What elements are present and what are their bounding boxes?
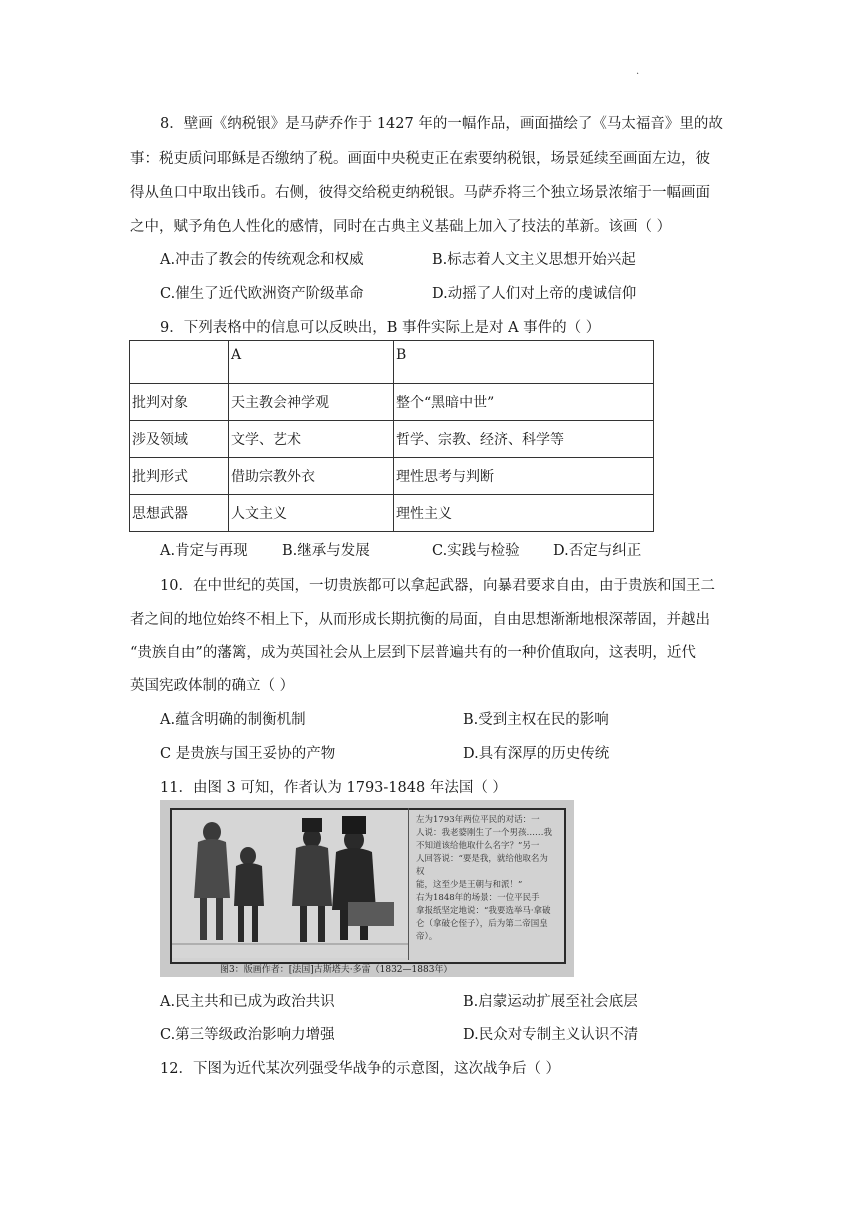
inscription-line: 仑（拿破仑侄子），后为第二帝国皇: [416, 919, 548, 929]
inscription-line: 不知道该给他取什么名字？”另一: [416, 841, 540, 851]
q9-option-d[interactable]: D.否定与纠正: [553, 543, 642, 559]
figure-divider: [408, 808, 409, 960]
q10-option-d[interactable]: D.具有深厚的历史传统: [463, 746, 610, 762]
table-cell: 天主教会神学观: [229, 384, 394, 421]
table-cell: 文学、艺术: [229, 421, 394, 458]
q10-line-1: 10．在中世纪的英国，一切贵族都可以拿起武器，向暴君要求自由，由于贵族和国王二: [160, 578, 715, 594]
q8-line-2: 事：税吏质问耶稣是否缴纳了税。画面中央税吏正在索要纳税银，场景延续至画面左边，彼: [130, 151, 710, 167]
table-row: [130, 495, 654, 532]
q9-option-c[interactable]: C.实践与检验: [432, 543, 520, 559]
q9-option-a[interactable]: A.肯定与再现: [160, 543, 248, 559]
q11-option-a[interactable]: A.民主共和已成为政治共识: [160, 994, 335, 1010]
figure-3-engraving: [160, 800, 574, 977]
table-cell: 思想武器: [130, 495, 229, 532]
q8-option-c[interactable]: C.催生了近代欧洲资产阶级革命: [160, 286, 364, 302]
q11-option-d[interactable]: D.民众对专制主义认识不清: [463, 1027, 639, 1043]
table-cell: 理性主义: [394, 495, 654, 532]
table-cell: 批判对象: [130, 384, 229, 421]
q8-line-3: 得从鱼口中取出钱币。右侧，彼得交给税吏纳税银。马萨乔将三个独立场景浓缩于一幅画面: [130, 185, 710, 201]
engraving-figures-illustration: [172, 810, 408, 958]
q8-line-1: 8．壁画《纳税银》是马萨乔作于 1427 年的一幅作品，画面描绘了《马太福音》里的故: [160, 116, 723, 132]
q11-stem: 11．由图 3 可知，作者认为 1793-1848 年法国（ ）: [160, 780, 507, 796]
figure-caption: 图3：版画作者：[法国]古斯塔夫·多雷（1832—1883年）: [220, 965, 453, 975]
table-cell: [130, 341, 229, 384]
q8-option-a[interactable]: A.冲击了教会的传统观念和权威: [160, 252, 364, 268]
q10-option-b[interactable]: B.受到主权在民的影响: [463, 712, 609, 728]
table-cell: B: [394, 341, 654, 384]
q12-stem: 12．下图为近代某次列强受华战争的示意图，这次战争后（ ）: [160, 1061, 561, 1077]
table-header-row: [130, 341, 654, 384]
inscription-line: 右为1848年的场景：一位平民手: [416, 893, 540, 903]
q11-option-b[interactable]: B.启蒙运动扩展至社会底层: [463, 994, 638, 1010]
table-cell: 整个“黑暗中世”: [394, 384, 654, 421]
q11-option-c[interactable]: C.第三等级政治影响力增强: [160, 1027, 335, 1043]
q8-option-b[interactable]: B.标志着人文主义思想开始兴起: [432, 252, 636, 268]
q10-line-4: 英国宪政体制的确立（ ）: [130, 678, 295, 694]
q10-line-2: 者之间的地位始终不相上下，从而形成长期抗衡的局面，自由思想渐渐地根深蒂固，并越出: [130, 612, 710, 628]
inscription-line: 拿报纸坚定地说：“我要选举马·拿破: [416, 906, 551, 916]
table-cell: 批判形式: [130, 458, 229, 495]
page-mark: .: [636, 66, 640, 77]
q9-option-b[interactable]: B.继承与发展: [282, 543, 370, 559]
table-cell: 哲学、宗教、经济、科学等: [394, 421, 654, 458]
q9-stem: 9．下列表格中的信息可以反映出，B 事件实际上是对 A 事件的（ ）: [160, 320, 601, 336]
table-cell: 理性思考与判断: [394, 458, 654, 495]
inscription-line: 能，这至少是王朝与和派！”: [416, 880, 523, 890]
inscription-line: 人回答说：“要是我，就给他取名为权: [416, 854, 548, 877]
q10-option-a[interactable]: A.蕴含明确的制衡机制: [160, 712, 306, 728]
table-row: [130, 384, 654, 421]
inscription-line: 左为1793年两位平民的对话：一: [416, 815, 540, 825]
q8-line-4: 之中，赋予角色人性化的感情，同时在古典主义基础上加入了技法的革新。该画（ ）: [130, 219, 672, 235]
inscription-line: 帝）。: [416, 932, 438, 942]
q10-option-c[interactable]: C 是贵族与国王妥协的产物: [160, 746, 336, 762]
q10-line-3: “贵族自由”的藩篱，成为英国社会从上层到下层普遍共有的一种价值取向，这表明，近代: [130, 645, 696, 661]
q9-table: [129, 340, 654, 532]
table-row: [130, 421, 654, 458]
table-cell: 人文主义: [229, 495, 394, 532]
table-cell: A: [229, 341, 394, 384]
table-cell: 涉及领域: [130, 421, 229, 458]
figure-inscription: [416, 814, 554, 944]
inscription-line: 人说：我老婆刚生了一个男孩……我: [416, 828, 553, 838]
table-row: [130, 458, 654, 495]
table-cell: 借助宗教外衣: [229, 458, 394, 495]
q8-option-d[interactable]: D.动摇了人们对上帝的虔诚信仰: [432, 286, 637, 302]
